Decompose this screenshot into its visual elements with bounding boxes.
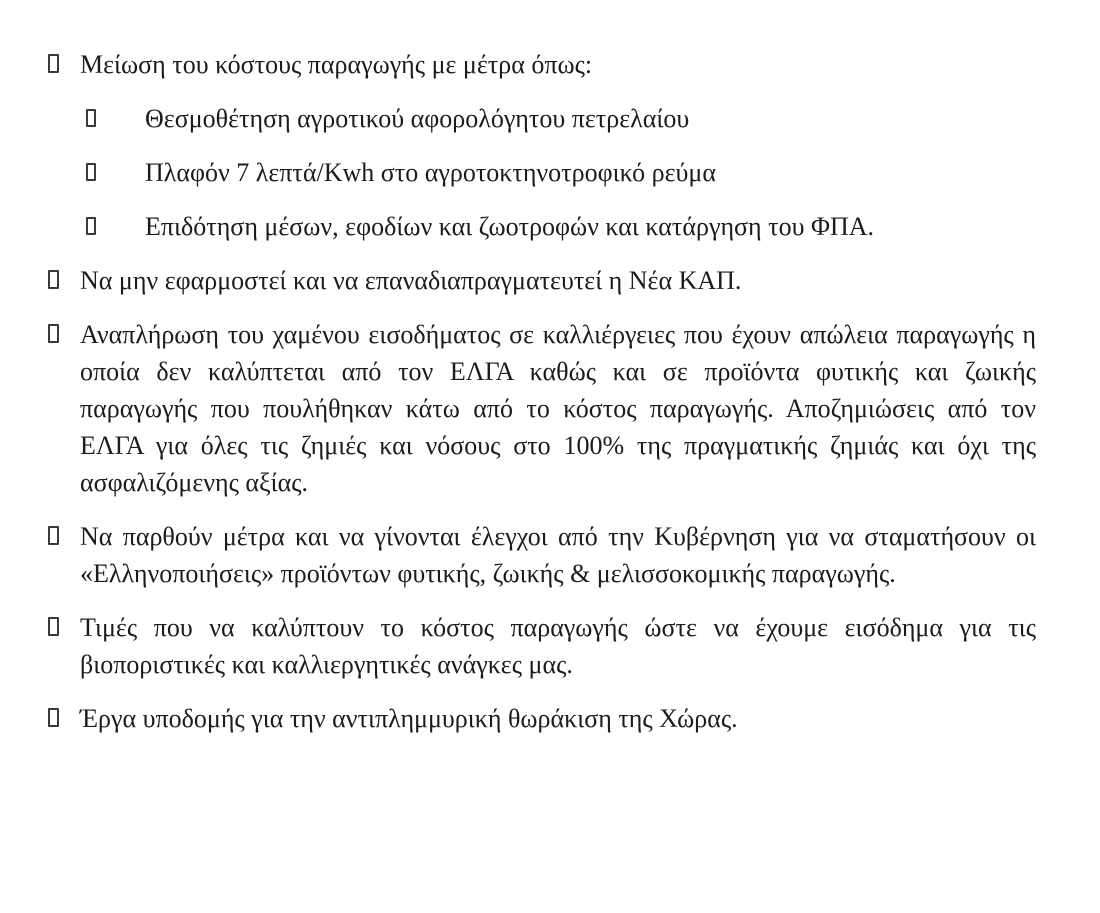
list-item-text: Έργα υποδομής για την αντιπλημμυρική θωράκιση της Χώρας. [80, 704, 738, 733]
missing-glyph-bullet-icon [86, 217, 96, 235]
list-item [0, 46, 1100, 83]
missing-glyph-bullet-icon [86, 163, 96, 181]
list-item [0, 154, 1100, 191]
missing-glyph-bullet-icon [48, 526, 59, 545]
list-item-text: Να μην εφαρμοστεί και να επαναδιαπραγματευτεί η Νέα ΚΑΠ. [80, 266, 742, 295]
list-item [0, 262, 1100, 299]
missing-glyph-bullet-icon [48, 617, 59, 636]
list-item-text: Αναπλήρωση του χαμένου εισοδήματος σε καλλιέργειες που έχουν απώλεια παραγωγής η οποία δεν καλύπτεται από τον ΕΛΓΑ καθώς και σε προϊόντα φυτικής και ζωικής παραγωγής που πουλήθηκαν κάτω από το κόστος παραγωγής. Αποζημιώσεις από τον ΕΛΓΑ για όλες τις ζημιές και νόσους στο 100% της πραγματικής ζημιάς και όχι της ασφαλιζόμενης αξίας. [80, 320, 1036, 497]
list-item [0, 100, 1100, 137]
list-item-text: Πλαφόν 7 λεπτά/Kwh στο αγροτοκτηνοτροφικό ρεύμα [145, 158, 716, 187]
list-item [0, 208, 1100, 245]
list-item-text: Να παρθούν μέτρα και να γίνονται έλεγχοι από την Κυβέρνηση για να σταματήσουν οι «Ελληνοποιήσεις» προϊόντων φυτικής, ζωικής & μελισσοκομικής παραγωγής. [80, 522, 1036, 588]
missing-glyph-bullet-icon [48, 54, 59, 73]
list-item [0, 316, 1100, 501]
list-item-text: Τιμές που να καλύπτουν το κόστος παραγωγής ώστε να έχουμε εισόδημα για τις βιοποριστικές και καλλιεργητικές ανάγκες μας. [80, 613, 1036, 679]
missing-glyph-bullet-icon [48, 324, 59, 343]
list-item [0, 700, 1100, 737]
missing-glyph-bullet-icon [48, 708, 59, 727]
list-item-text: Επιδότηση μέσων, εφοδίων και ζωοτροφών και κατάργηση του ΦΠΑ. [145, 212, 875, 241]
list-item-text: Θεσμοθέτηση αγροτικού αφορολόγητου πετρελαίου [145, 104, 690, 133]
list-item [0, 609, 1100, 683]
list-item [0, 518, 1100, 592]
list-item-text: Μείωση του κόστους παραγωγής με μέτρα όπως: [80, 50, 593, 79]
missing-glyph-bullet-icon [48, 270, 59, 289]
missing-glyph-bullet-icon [86, 109, 96, 127]
